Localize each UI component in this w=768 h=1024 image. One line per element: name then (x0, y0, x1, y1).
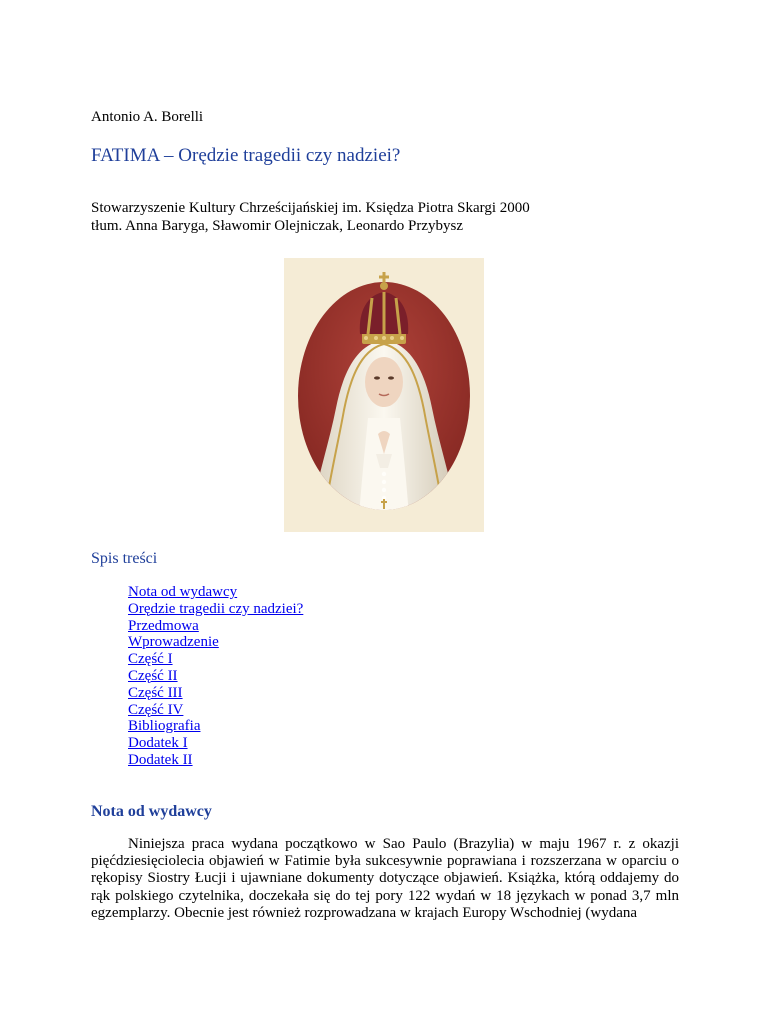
our-lady-of-fatima-image (284, 258, 484, 532)
author-name: Antonio A. Borelli (91, 109, 204, 125)
toc-item (128, 685, 303, 702)
toc-item (128, 752, 303, 769)
publisher-line: Stowarzyszenie Kultury Chrześcijańskiej im. Księdza Piotra Skargi 2000 (91, 200, 530, 216)
statue-icon (284, 258, 484, 532)
toc-item (128, 634, 303, 651)
toc-item (128, 601, 303, 618)
toc-item (128, 618, 303, 635)
toc-link-dodatek-1[interactable]: Dodatek I (128, 735, 188, 752)
toc-link-wprowadzenie[interactable]: Wprowadzenie (128, 634, 219, 651)
table-of-contents (128, 584, 303, 769)
toc-item (128, 584, 303, 601)
toc-item (128, 668, 303, 685)
document-title: FATIMA – Orędzie tragedii czy nadziei? (91, 145, 401, 166)
toc-link-bibliografia[interactable]: Bibliografia (128, 718, 201, 735)
toc-link-czesc-1[interactable]: Część I (128, 651, 173, 668)
toc-link-dodatek-2[interactable]: Dodatek II (128, 751, 193, 768)
toc-item (128, 651, 303, 668)
toc-item (128, 702, 303, 719)
toc-item (128, 735, 303, 752)
section-heading: Nota od wydawcy (91, 803, 212, 820)
toc-link-oredzie[interactable]: Orędzie tragedii czy nadziei? (128, 600, 304, 617)
section-paragraph: Niniejsza praca wydana początkowo w Sao Paulo (Brazylia) w maju 1967 r. z okazji pięćdziesięciolecia objawień w Fatimie była sukcesywnie poprawiana i rozszerzana w oparciu o rękopisy Siostry Łucji i ujawniane dokumenty dotyczące objawień. Książka, którą oddajemy do rąk polskiego czytelnika, doczekała się do tej pory 122 wydań w 18 językach w ponad 3,7 mln egzemplarzy. Obecnie jest również rozprowadzana w krajach Europy Wschodniej (wydana (91, 836, 679, 921)
translators-line: tłum. Anna Baryga, Sławomir Olejniczak, Leonardo Przybysz (91, 218, 463, 234)
toc-link-nota-od-wydawcy[interactable]: Nota od wydawcy (128, 584, 238, 600)
toc-heading: Spis treści (91, 550, 158, 567)
toc-link-przedmowa[interactable]: Przedmowa (128, 617, 199, 634)
toc-link-czesc-3[interactable]: Część III (128, 684, 183, 701)
toc-item (128, 718, 303, 735)
toc-link-czesc-2[interactable]: Część II (128, 667, 178, 684)
toc-link-czesc-4[interactable]: Część IV (128, 701, 184, 718)
